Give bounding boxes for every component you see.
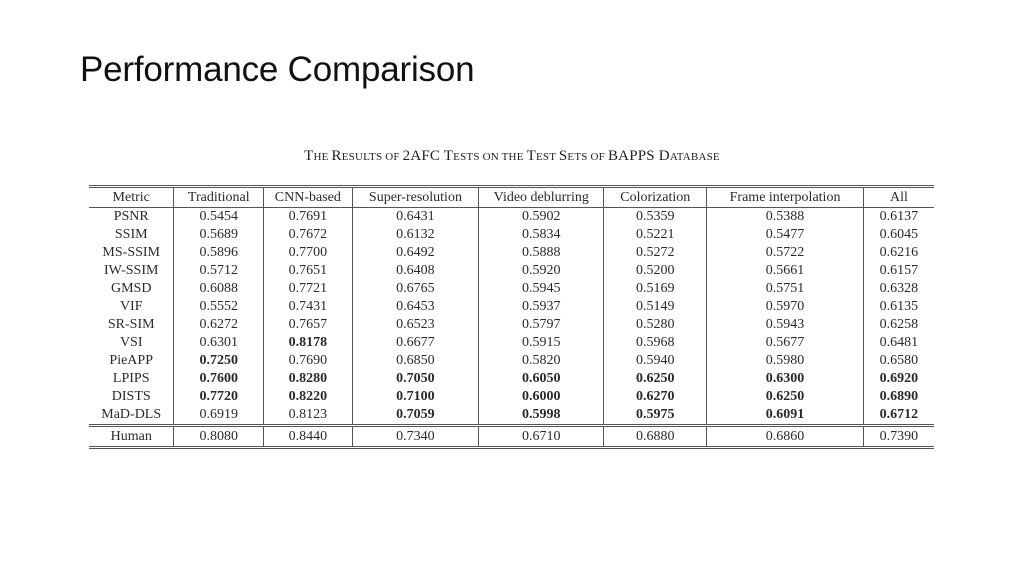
header-cnn-based: CNN-based bbox=[264, 187, 353, 208]
table-header-row bbox=[89, 187, 934, 208]
metric-name-cell: VSI bbox=[89, 334, 174, 352]
score-cell: 0.5359 bbox=[604, 208, 707, 227]
score-cell: 0.5272 bbox=[604, 244, 707, 262]
score-cell: 0.5970 bbox=[707, 298, 864, 316]
score-cell: 0.7431 bbox=[264, 298, 353, 316]
header-traditional: Traditional bbox=[174, 187, 264, 208]
score-cell: 0.7690 bbox=[264, 352, 353, 370]
table-row bbox=[89, 316, 934, 334]
score-cell: 0.6523 bbox=[352, 316, 479, 334]
score-cell: 0.6301 bbox=[174, 334, 264, 352]
metric-name-cell: IW-SSIM bbox=[89, 262, 174, 280]
score-cell: 0.6250 bbox=[707, 388, 864, 406]
slide-title: Performance Comparison bbox=[80, 50, 475, 89]
metric-name-cell: PieAPP bbox=[89, 352, 174, 370]
score-cell: 0.6135 bbox=[879, 299, 919, 314]
score-cell: 0.5896 bbox=[174, 244, 264, 262]
score-cell: 0.6216 bbox=[879, 245, 919, 260]
score-cell: 0.6408 bbox=[352, 262, 479, 280]
score-cell: 0.6250 bbox=[604, 370, 707, 388]
header-frame-interpolation: Frame interpolation bbox=[707, 187, 864, 208]
score-cell: 0.7390 bbox=[863, 426, 934, 448]
score-cell: 0.5937 bbox=[479, 298, 604, 316]
score-cell: 0.5221 bbox=[604, 226, 707, 244]
score-cell: 0.6919 bbox=[174, 406, 264, 426]
metric-name-cell: GMSD bbox=[89, 280, 174, 298]
score-cell: 0.5943 bbox=[707, 316, 864, 334]
score-cell: 0.7050 bbox=[352, 370, 479, 388]
score-cell: 0.7059 bbox=[352, 406, 479, 426]
table-row bbox=[89, 352, 934, 370]
score-cell: 0.5915 bbox=[479, 334, 604, 352]
score-cell: 0.6137 bbox=[879, 209, 919, 224]
score-cell: 0.6300 bbox=[707, 370, 864, 388]
score-cell: 0.5980 bbox=[707, 352, 864, 370]
score-cell: 0.6000 bbox=[479, 388, 604, 406]
table-row bbox=[89, 334, 934, 352]
score-cell: 0.5200 bbox=[604, 262, 707, 280]
score-cell: 0.6890 bbox=[879, 389, 919, 404]
score-cell: 0.6132 bbox=[352, 226, 479, 244]
score-cell: 0.6157 bbox=[879, 263, 919, 278]
table-row bbox=[89, 406, 934, 426]
score-cell: 0.6328 bbox=[879, 281, 919, 296]
score-cell: 0.6710 bbox=[479, 426, 604, 448]
table-caption: THE RESULTS OF 2AFC TESTS ON THE TEST SETS OF BAPPS DATABASE bbox=[304, 148, 720, 164]
score-cell: 0.6431 bbox=[352, 208, 479, 227]
table-row bbox=[89, 298, 934, 316]
header-all: All bbox=[863, 187, 934, 208]
metric-name-cell: SR-SIM bbox=[89, 316, 174, 334]
score-cell: 0.6712 bbox=[879, 407, 919, 422]
metric-name-cell: VIF bbox=[89, 298, 174, 316]
score-cell: 0.6492 bbox=[352, 244, 479, 262]
metric-name-cell: MaD-DLS bbox=[89, 406, 174, 426]
score-cell: 0.5945 bbox=[479, 280, 604, 298]
score-cell: 0.5975 bbox=[604, 406, 707, 426]
score-cell: 0.5820 bbox=[479, 352, 604, 370]
score-cell: 0.7700 bbox=[264, 244, 353, 262]
score-cell: 0.7250 bbox=[174, 352, 264, 370]
metric-name-cell: DISTS bbox=[89, 388, 174, 406]
score-cell: 0.5902 bbox=[479, 208, 604, 227]
score-cell: 0.5454 bbox=[174, 208, 264, 227]
score-cell: 0.7340 bbox=[352, 426, 479, 448]
score-cell: 0.6860 bbox=[707, 426, 864, 448]
header-colorization: Colorization bbox=[604, 187, 707, 208]
score-cell: 0.5477 bbox=[707, 226, 864, 244]
score-cell: 0.8080 bbox=[174, 426, 264, 448]
score-cell: 0.5149 bbox=[604, 298, 707, 316]
score-cell: 0.6453 bbox=[352, 298, 479, 316]
table-row bbox=[89, 262, 934, 280]
score-cell: 0.6920 bbox=[879, 371, 919, 386]
score-cell: 0.6765 bbox=[352, 280, 479, 298]
score-cell: 0.5661 bbox=[707, 262, 864, 280]
table-row-human bbox=[89, 426, 934, 448]
score-cell: 0.5940 bbox=[604, 352, 707, 370]
score-cell: 0.8280 bbox=[264, 370, 353, 388]
score-cell: 0.6677 bbox=[352, 334, 479, 352]
score-cell: 0.7651 bbox=[264, 262, 353, 280]
metric-name-cell: PSNR bbox=[89, 208, 174, 227]
score-cell: 0.6481 bbox=[879, 335, 919, 350]
score-cell: 0.7672 bbox=[264, 226, 353, 244]
table-row bbox=[89, 226, 934, 244]
score-cell: 0.7720 bbox=[174, 388, 264, 406]
header-video-deblurring: Video deblurring bbox=[479, 187, 604, 208]
score-cell: 0.7657 bbox=[264, 316, 353, 334]
score-cell: 0.5722 bbox=[707, 244, 864, 262]
score-cell: 0.6088 bbox=[174, 280, 264, 298]
metric-name-cell: Human bbox=[89, 426, 174, 448]
score-cell: 0.6050 bbox=[479, 370, 604, 388]
score-cell: 0.5689 bbox=[174, 226, 264, 244]
score-cell: 0.6880 bbox=[604, 426, 707, 448]
score-cell: 0.6850 bbox=[352, 352, 479, 370]
score-cell: 0.7600 bbox=[174, 370, 264, 388]
table-body bbox=[89, 208, 934, 448]
score-cell: 0.5797 bbox=[479, 316, 604, 334]
score-cell: 0.5888 bbox=[479, 244, 604, 262]
metric-name-cell: LPIPS bbox=[89, 370, 174, 388]
score-cell: 0.5751 bbox=[707, 280, 864, 298]
score-cell: 0.8440 bbox=[264, 426, 353, 448]
score-cell: 0.6270 bbox=[604, 388, 707, 406]
score-cell: 0.5834 bbox=[479, 226, 604, 244]
score-cell: 0.5998 bbox=[479, 406, 604, 426]
score-cell: 0.8123 bbox=[264, 406, 353, 426]
score-cell: 0.5677 bbox=[707, 334, 864, 352]
score-cell: 0.6580 bbox=[879, 353, 919, 368]
header-metric: Metric bbox=[89, 187, 174, 208]
score-cell: 0.6091 bbox=[707, 406, 864, 426]
score-cell: 0.5169 bbox=[604, 280, 707, 298]
score-cell: 0.6272 bbox=[174, 316, 264, 334]
score-cell: 0.5712 bbox=[174, 262, 264, 280]
score-cell: 0.7691 bbox=[264, 208, 353, 227]
score-cell: 0.5388 bbox=[707, 208, 864, 227]
table-row bbox=[89, 244, 934, 262]
header-super-resolution: Super-resolution bbox=[352, 187, 479, 208]
score-cell: 0.8178 bbox=[264, 334, 353, 352]
score-cell: 0.8220 bbox=[264, 388, 353, 406]
score-cell: 0.5968 bbox=[604, 334, 707, 352]
metric-name-cell: SSIM bbox=[89, 226, 174, 244]
score-cell: 0.5920 bbox=[479, 262, 604, 280]
results-table bbox=[89, 185, 934, 449]
score-cell: 0.7721 bbox=[264, 280, 353, 298]
score-cell: 0.7100 bbox=[352, 388, 479, 406]
score-cell: 0.6045 bbox=[879, 227, 919, 242]
table-row bbox=[89, 388, 934, 406]
metric-name-cell: MS-SSIM bbox=[89, 244, 174, 262]
table-row bbox=[89, 208, 934, 227]
table-row bbox=[89, 370, 934, 388]
table-row bbox=[89, 280, 934, 298]
score-cell: 0.6258 bbox=[879, 317, 919, 332]
score-cell: 0.5552 bbox=[174, 298, 264, 316]
score-cell: 0.5280 bbox=[604, 316, 707, 334]
